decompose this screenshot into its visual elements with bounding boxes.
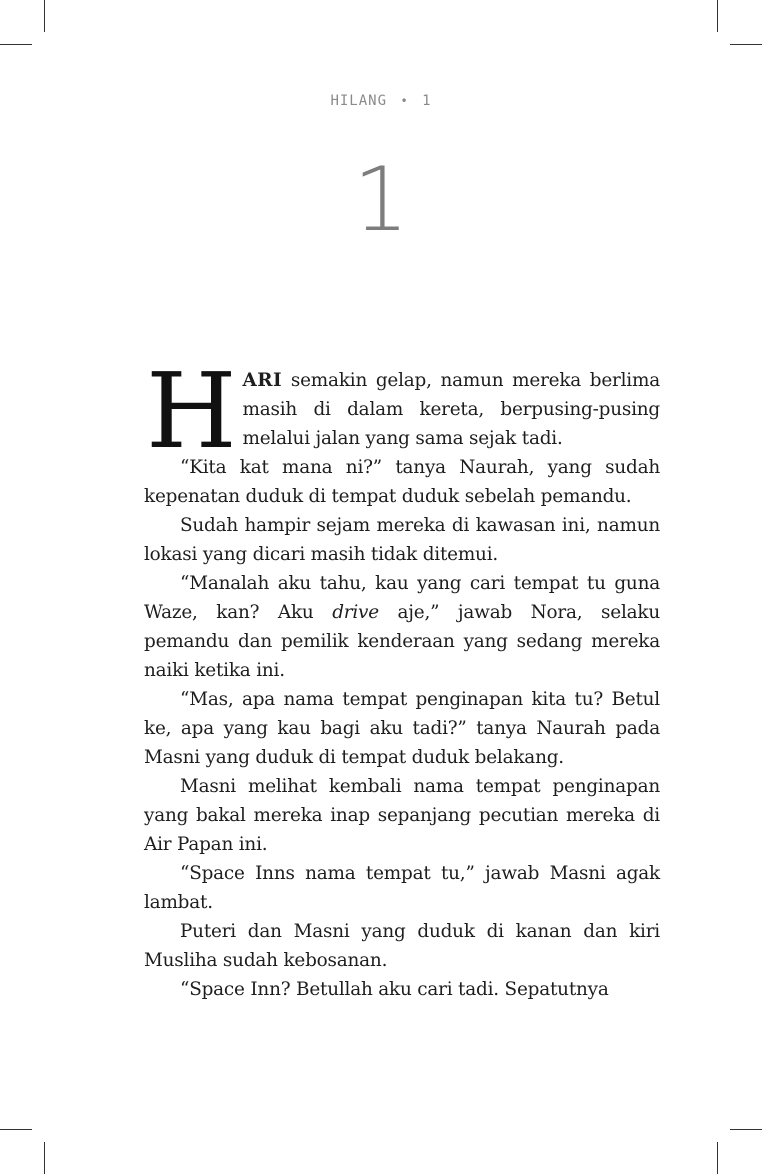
paragraph-text: “Space Inn? Betullah aku cari tadi. Sepatutnya [180,979,609,1000]
running-head [0,93,762,109]
chapter-number: 1 [353,148,409,251]
paragraph [144,685,660,772]
crop-mark-top-left [0,44,32,45]
paragraph-text: semakin gelap, namun mereka berlima masih di dalam kereta, berpusing-pusing melalui jalan yang sama sejak tadi. [242,370,660,449]
paragraph-text: “Manalah aku tahu, kau yang cari tempat tu guna Waze, kan? Aku [144,573,660,623]
paragraph [144,569,660,685]
paragraph-text: Masni melihat kembali nama tempat penginapan yang bakal mereka inap sepanjang pecutian mereka di Air Papan ini. [144,776,660,855]
paragraph [144,772,660,859]
crop-mark-top-left [44,0,45,32]
paragraph-text: aje,” jawab Nora, selaku pemandu dan pemilik kenderaan yang sedang mereka naiki ketika ini. [144,602,660,681]
crop-mark-bottom-right [717,1142,718,1174]
paragraph-text: Puteri dan Masni yang duduk di kanan dan kiri Musliha sudah kebosanan. [144,921,660,971]
crop-mark-bottom-left [0,1129,32,1130]
emphasis-text: drive [332,602,379,623]
paragraph-text: “Mas, apa nama tempat penginapan kita tu? Betul ke, apa yang kau bagi aku tadi?” tanya Naurah pada Masni yang duduk di tempat duduk belakang. [144,689,660,768]
paragraph [144,453,660,511]
chapter-body [144,350,660,1004]
crop-mark-bottom-right [730,1129,762,1130]
paragraph [144,350,660,472]
crop-mark-bottom-left [44,1142,45,1174]
separator-bullet: • [400,94,409,108]
paragraph [144,511,660,569]
drop-cap: H [146,350,237,472]
lead-word: ARI [242,370,283,391]
paragraph [144,975,660,1004]
paragraph-text: “Space Inns nama tempat tu,” jawab Masni agak lambat. [144,863,660,913]
page-number: 1 [422,93,432,109]
paragraph-text: “Kita kat mana ni?” tanya Naurah, yang sudah kepenatan duduk di tempat duduk sebelah pemandu. [144,457,660,507]
crop-mark-top-right [717,0,718,32]
book-title: HILANG [330,93,388,109]
crop-mark-top-right [730,44,762,45]
paragraph [144,859,660,917]
paragraph [144,917,660,975]
paragraph-text: Sudah hampir sejam mereka di kawasan ini, namun lokasi yang dicari masih tidak ditemui. [144,515,660,565]
